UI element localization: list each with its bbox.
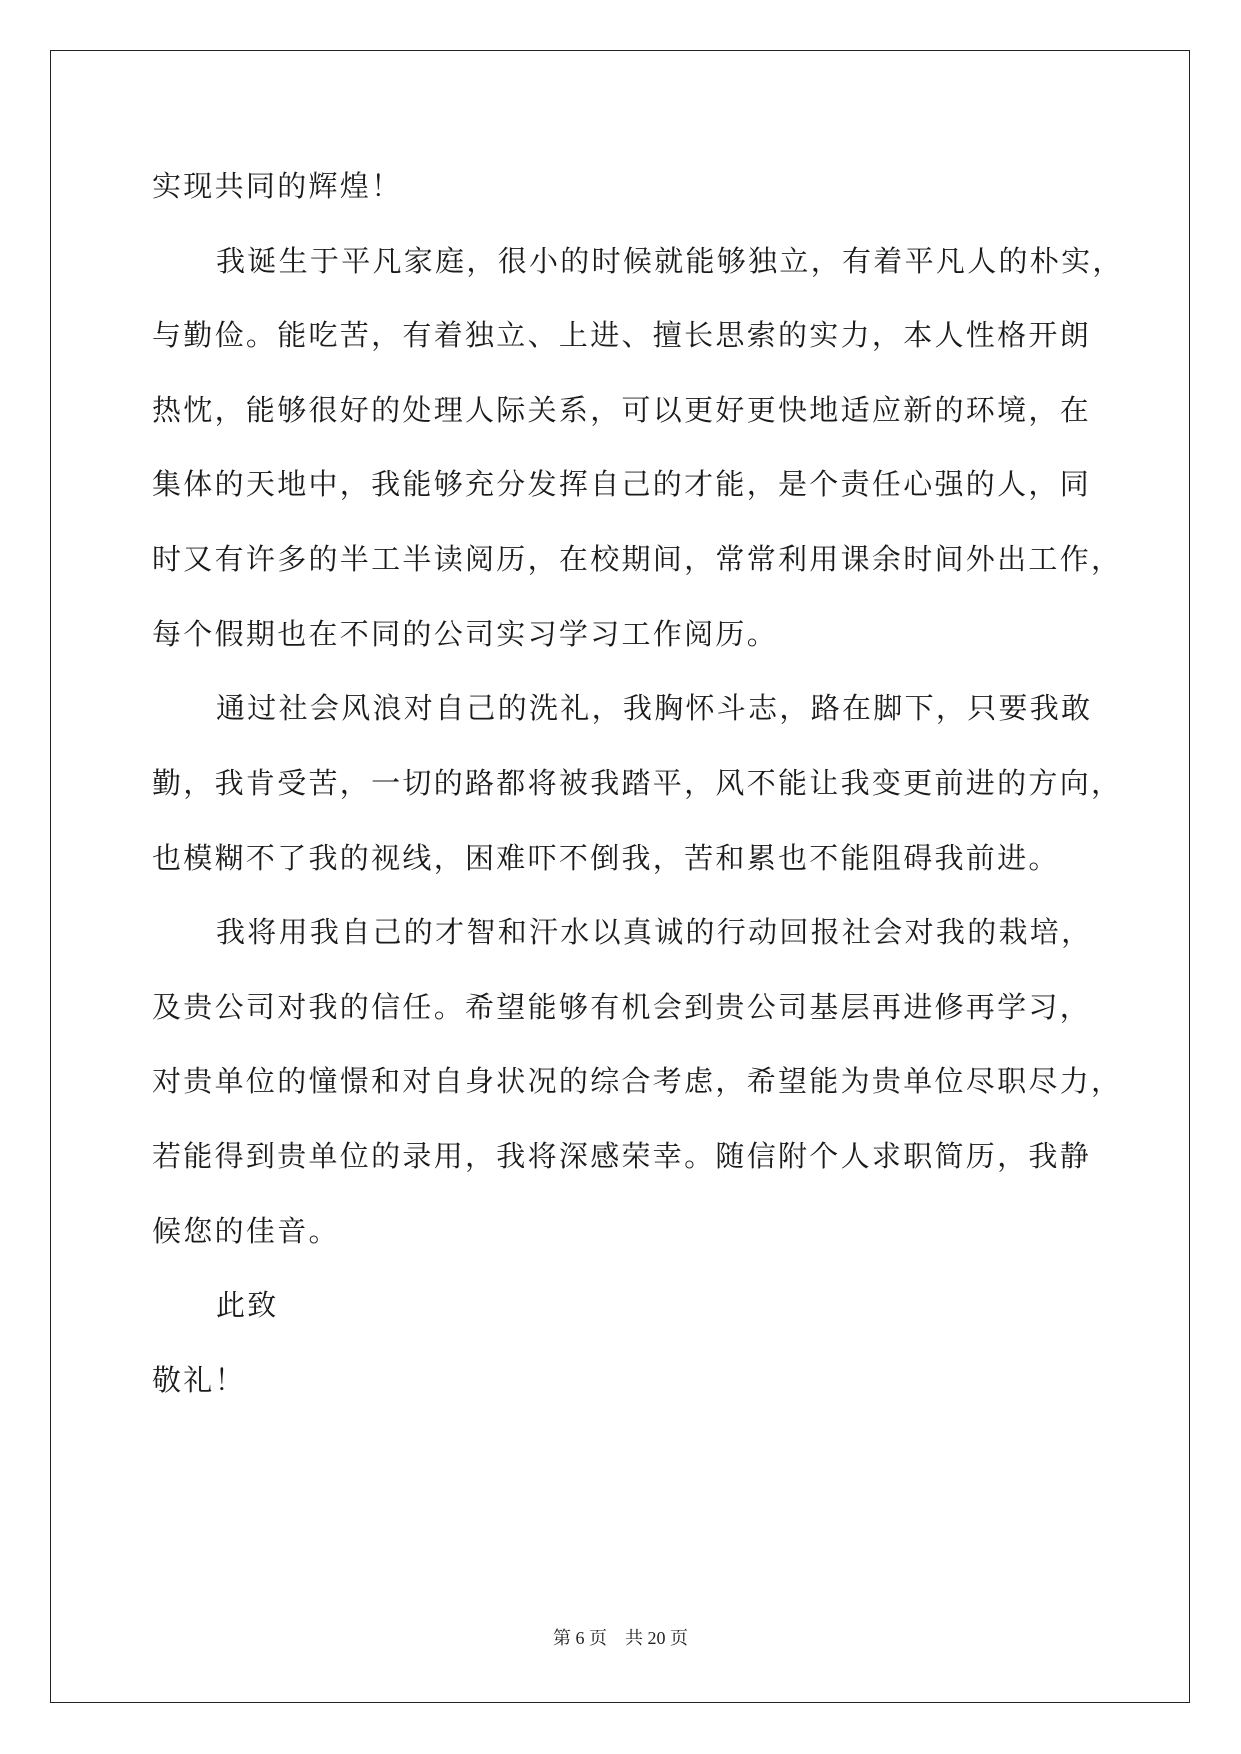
paragraph-1-line-1: 我诞生于平凡家庭，很小的时候就能够独立，有着平凡人的朴实，	[216, 244, 1124, 278]
paragraph-2-line-2: 勤，我肯受苦，一切的路都将被我踏平，风不能让我变更前进的方向，	[152, 766, 1123, 800]
paragraph-3-line-1: 我将用我自己的才智和汗水以真诚的行动回报社会对我的栽培，	[216, 915, 1093, 949]
paragraph-3-line-4: 若能得到贵单位的录用，我将深感荣幸。随信附个人求职简历，我静	[152, 1139, 1092, 1173]
paragraph-2-line-1: 通过社会风浪对自己的洗礼，我胸怀斗志，路在脚下，只要我敢	[216, 691, 1093, 725]
paragraph-1-line-6: 每个假期也在不同的公司实习学习工作阅历。	[152, 617, 779, 651]
paragraph-1-line-2: 与勤俭。能吃苦，有着独立、上进、擅长思索的实力，本人性格开朗	[152, 318, 1092, 352]
paragraph-3-line-2: 及贵公司对我的信任。希望能够有机会到贵公司基层再进修再学习，	[152, 990, 1092, 1024]
text-line-1: 实现共同的辉煌！	[152, 169, 403, 203]
paragraph-1-line-3: 热忱，能够很好的处理人际关系，可以更好更快地适应新的环境，在	[152, 393, 1092, 427]
closing-salutation: 此致	[216, 1288, 279, 1322]
paragraph-3-line-5: 候您的佳音。	[152, 1214, 340, 1248]
paragraph-2-line-3: 也模糊不了我的视线，困难吓不倒我，苦和累也不能阻碍我前进。	[152, 841, 1060, 875]
paragraph-1-line-4: 集体的天地中，我能够充分发挥自己的才能，是个责任心强的人，同	[152, 467, 1092, 501]
paragraph-3-line-3: 对贵单位的憧憬和对自身状况的综合考虑，希望能为贵单位尽职尽力，	[152, 1064, 1123, 1098]
page-number: 第 6 页 共 20 页	[553, 1628, 688, 1648]
closing-regards: 敬礼！	[152, 1363, 246, 1397]
paragraph-1-line-5: 时又有许多的半工半读阅历，在校期间，常常利用课余时间外出工作，	[152, 542, 1123, 576]
